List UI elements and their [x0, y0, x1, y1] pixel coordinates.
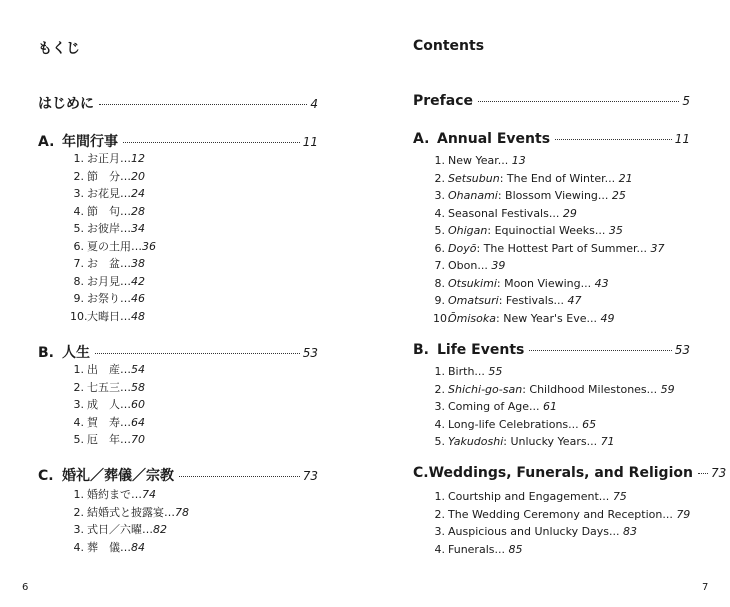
section-c-item-list: [70, 486, 189, 556]
item-text: 厄 年…: [87, 433, 131, 446]
item-number: 4.: [434, 206, 445, 220]
toc-item[interactable]: [433, 416, 675, 434]
item-number: 4.: [73, 204, 84, 218]
item-number: 5.: [73, 222, 84, 235]
item-page: 35: [608, 224, 623, 237]
item-text: お正月…: [87, 152, 131, 165]
item-number: 1.: [434, 365, 445, 378]
item-page: 48: [131, 309, 145, 323]
item-text: : The End of Winter...: [499, 171, 616, 185]
dot-leader: [95, 353, 300, 354]
dot-leader: [179, 476, 300, 477]
item-text: : Moon Viewing...: [496, 276, 592, 290]
item-page: 25: [611, 189, 626, 202]
toc-item[interactable]: [433, 257, 665, 275]
toc-page-number: 73: [302, 469, 318, 483]
item-number: 4.: [434, 417, 445, 431]
toc-item[interactable]: [70, 150, 156, 168]
item-number: 3.: [434, 525, 445, 538]
item-number: 4.: [73, 540, 84, 554]
item-page: 21: [618, 171, 633, 185]
item-text: Courtship and Engagement...: [448, 490, 610, 503]
dot-leader: [478, 101, 679, 102]
toc-item[interactable]: [70, 273, 156, 291]
section-letter: C.: [413, 465, 429, 481]
item-number: 2.: [73, 169, 84, 183]
item-page: 61: [543, 400, 557, 413]
item-page: 75: [612, 490, 627, 503]
item-text: : Equinoctial Weeks...: [487, 224, 606, 237]
item-page: 60: [131, 398, 145, 411]
item-number: 2.: [434, 507, 445, 521]
toc-item[interactable]: [70, 539, 189, 557]
toc-item[interactable]: [70, 431, 145, 449]
toc-label: Preface: [413, 93, 473, 109]
item-number: 1.: [73, 488, 84, 501]
item-number: 3.: [73, 187, 84, 200]
toc-item[interactable]: [433, 240, 665, 258]
item-number: 5.: [73, 433, 84, 446]
item-number: 4.: [434, 542, 445, 556]
item-text: 賀 寿…: [87, 415, 131, 429]
item-page: 47: [567, 294, 582, 307]
toc-item[interactable]: [433, 398, 675, 416]
item-text: 結婚式と披露宴…: [87, 505, 175, 519]
item-page: 29: [562, 206, 577, 220]
toc-item[interactable]: [70, 255, 156, 273]
item-text: Birth...: [448, 365, 485, 378]
item-number: 3.: [434, 189, 445, 202]
page-number: 6: [22, 582, 29, 593]
item-page: 36: [142, 239, 156, 253]
item-text: Funerals...: [448, 542, 505, 556]
item-number: 1.: [73, 152, 84, 165]
toc-item[interactable]: [70, 203, 156, 221]
item-page: 64: [131, 415, 145, 429]
item-text: 成 人…: [87, 398, 131, 411]
dot-leader: [555, 139, 672, 140]
item-page: 20: [131, 169, 145, 183]
section-letter: B.: [413, 342, 429, 358]
toc-item[interactable]: [70, 220, 156, 238]
item-text: : New Year's Eve...: [496, 311, 597, 325]
item-text: 節 句…: [87, 204, 131, 218]
section-label: Annual Events: [437, 131, 551, 147]
item-text: 式日／六曜…: [87, 523, 153, 536]
item-number: 1.: [434, 154, 445, 167]
toc-item[interactable]: [433, 152, 665, 170]
item-italic-term: Doyō: [448, 241, 477, 255]
item-text: 婚約まで…: [87, 488, 142, 501]
item-italic-term: Ohanami: [448, 189, 498, 202]
dot-leader: [123, 142, 300, 143]
item-text: お祭り…: [87, 292, 131, 305]
item-text: Coming of Age...: [448, 400, 540, 413]
section-c-item-list: [433, 488, 690, 558]
item-text: お彼岸…: [87, 222, 131, 235]
toc-preface-entry[interactable]: [413, 93, 690, 109]
item-text: 葬 儀…: [87, 540, 131, 554]
item-number: 5.: [434, 224, 445, 237]
section-letter: A.: [38, 134, 55, 150]
item-page: 59: [660, 382, 675, 396]
item-page: 55: [488, 365, 503, 378]
item-text: The Wedding Ceremony and Reception...: [448, 507, 673, 521]
item-page: 65: [582, 417, 597, 431]
toc-item[interactable]: [433, 363, 675, 381]
item-page: 43: [594, 276, 609, 290]
item-number: 3.: [73, 398, 84, 411]
toc-page-number: 11: [674, 132, 690, 146]
item-text: 七五三…: [87, 380, 131, 394]
item-text: お 盆…: [87, 257, 131, 270]
item-number: 10.: [433, 311, 451, 325]
toc-item[interactable]: [433, 381, 675, 399]
page-title: Contents: [413, 38, 485, 54]
item-italic-term: Otsukimi: [448, 276, 497, 290]
item-page: 49: [600, 311, 615, 325]
item-page: 74: [142, 488, 156, 501]
toc-section-b[interactable]: [38, 342, 318, 362]
item-page: 42: [131, 274, 145, 288]
toc-item[interactable]: [70, 361, 145, 379]
section-a-item-list: [70, 150, 156, 325]
section-label: 婚礼／葬儀／宗教: [62, 468, 174, 484]
item-text: : Unlucky Years...: [503, 435, 598, 448]
item-italic-term: Shichi-go-san: [448, 382, 523, 396]
section-b-item-list: [433, 363, 675, 451]
item-page: 34: [131, 222, 145, 235]
toc-item[interactable]: [70, 238, 156, 256]
item-text: Seasonal Festivals...: [448, 206, 560, 220]
page-number: 7: [702, 582, 709, 593]
right-page-english: [365, 0, 730, 607]
toc-label: はじめに: [38, 96, 94, 112]
toc-section-a[interactable]: [38, 131, 318, 151]
section-letter: A.: [413, 131, 430, 147]
item-page: 78: [175, 505, 189, 519]
item-number: 3.: [434, 400, 445, 413]
toc-item[interactable]: [70, 504, 189, 522]
item-number: 9.: [73, 292, 84, 305]
item-page: 79: [676, 507, 691, 521]
item-italic-term: Ōmisoka: [448, 311, 497, 325]
item-text: Long-life Celebrations...: [448, 417, 579, 431]
item-text: : Blossom Viewing...: [497, 189, 609, 202]
item-page: 28: [131, 204, 145, 218]
item-page: 54: [131, 363, 145, 376]
toc-item[interactable]: [70, 185, 156, 203]
item-italic-term: Setsubun: [448, 171, 500, 185]
item-page: 37: [650, 241, 665, 255]
item-number: 6.: [434, 241, 445, 255]
item-text: : Childhood Milestones...: [522, 382, 658, 396]
toc-page-number: 5: [682, 94, 690, 108]
item-number: 3.: [73, 523, 84, 536]
item-number: 7.: [434, 259, 445, 272]
item-text: お月見…: [87, 274, 131, 288]
item-page: 24: [131, 187, 145, 200]
item-number: 4.: [73, 415, 84, 429]
section-b-item-list: [70, 361, 145, 449]
toc-page-number: 53: [302, 346, 318, 360]
toc-item[interactable]: [70, 521, 189, 539]
toc-section-a[interactable]: [413, 131, 690, 147]
section-a-item-list: [433, 152, 665, 327]
item-italic-term: Yakudoshi: [448, 435, 504, 448]
item-text: 出 産…: [87, 363, 131, 376]
toc-item[interactable]: [70, 486, 189, 504]
dot-leader: [99, 104, 307, 105]
item-page: 12: [131, 152, 145, 165]
item-text: 節 分…: [87, 169, 131, 183]
toc-page-number: 53: [674, 343, 690, 357]
toc-item[interactable]: [70, 290, 156, 308]
toc-section-c[interactable]: [413, 465, 727, 481]
item-page: 39: [491, 259, 506, 272]
section-letter: B.: [38, 345, 54, 361]
toc-section-b[interactable]: [413, 342, 690, 358]
item-italic-term: Ohigan: [448, 224, 488, 237]
toc-page-number: 4: [310, 97, 318, 111]
item-number: 6.: [73, 239, 84, 253]
item-number: 5.: [434, 435, 445, 448]
toc-item[interactable]: [70, 168, 156, 186]
section-label: 人生: [62, 345, 90, 361]
item-page: 46: [131, 292, 145, 305]
item-number: 2.: [73, 380, 84, 394]
item-number: 2.: [434, 171, 445, 185]
toc-item[interactable]: [433, 433, 675, 451]
item-number: 10.: [70, 309, 88, 323]
item-page: 13: [511, 154, 526, 167]
section-label: Life Events: [437, 342, 525, 358]
toc-item[interactable]: [70, 308, 156, 326]
item-page: 58: [131, 380, 145, 394]
item-number: 8.: [73, 274, 84, 288]
item-number: 2.: [434, 382, 445, 396]
toc-item[interactable]: [70, 414, 145, 432]
toc-item[interactable]: [433, 170, 665, 188]
toc-page-number: 73: [710, 466, 727, 480]
item-number: 9.: [434, 294, 445, 307]
item-number: 8.: [434, 276, 445, 290]
page-title: もくじ: [38, 41, 80, 57]
section-label: Weddings, Funerals, and Religion: [428, 465, 693, 481]
toc-item[interactable]: [70, 379, 145, 397]
toc-item[interactable]: [433, 310, 665, 328]
item-text: Auspicious and Unlucky Days...: [448, 525, 620, 538]
item-page: 82: [153, 523, 167, 536]
item-page: 38: [131, 257, 145, 270]
item-text: 大晦日…: [87, 309, 131, 323]
item-text: : The Hottest Part of Summer...: [476, 241, 648, 255]
toc-item[interactable]: [433, 523, 690, 541]
item-text: : Festivals...: [498, 294, 565, 307]
item-page: 85: [508, 542, 523, 556]
section-letter: C.: [38, 468, 54, 484]
item-number: 1.: [73, 363, 84, 376]
item-text: 夏の土用…: [87, 239, 142, 253]
item-italic-term: Omatsuri: [448, 294, 499, 307]
toc-item[interactable]: [433, 275, 665, 293]
item-number: 2.: [73, 505, 84, 519]
toc-preface-entry[interactable]: [38, 93, 318, 113]
toc-item[interactable]: [433, 205, 665, 223]
item-page: 70: [131, 433, 145, 446]
item-number: 1.: [434, 490, 445, 503]
dot-leader: [529, 350, 671, 351]
toc-item[interactable]: [433, 187, 665, 205]
toc-page-number: 11: [302, 135, 318, 149]
item-page: 84: [131, 540, 145, 554]
toc-item[interactable]: [70, 396, 145, 414]
item-text: お花見…: [87, 187, 131, 200]
toc-item[interactable]: [433, 488, 690, 506]
toc-item[interactable]: [433, 541, 690, 559]
item-number: 7.: [73, 257, 84, 270]
section-label: 年間行事: [62, 134, 118, 150]
dot-leader: [698, 473, 708, 474]
item-page: 83: [623, 525, 638, 538]
toc-item[interactable]: [433, 506, 690, 524]
toc-item[interactable]: [433, 222, 665, 240]
toc-section-c[interactable]: [38, 465, 318, 485]
item-text: Obon...: [448, 259, 488, 272]
item-page: 71: [600, 435, 615, 448]
toc-item[interactable]: [433, 292, 665, 310]
item-text: New Year...: [448, 154, 509, 167]
